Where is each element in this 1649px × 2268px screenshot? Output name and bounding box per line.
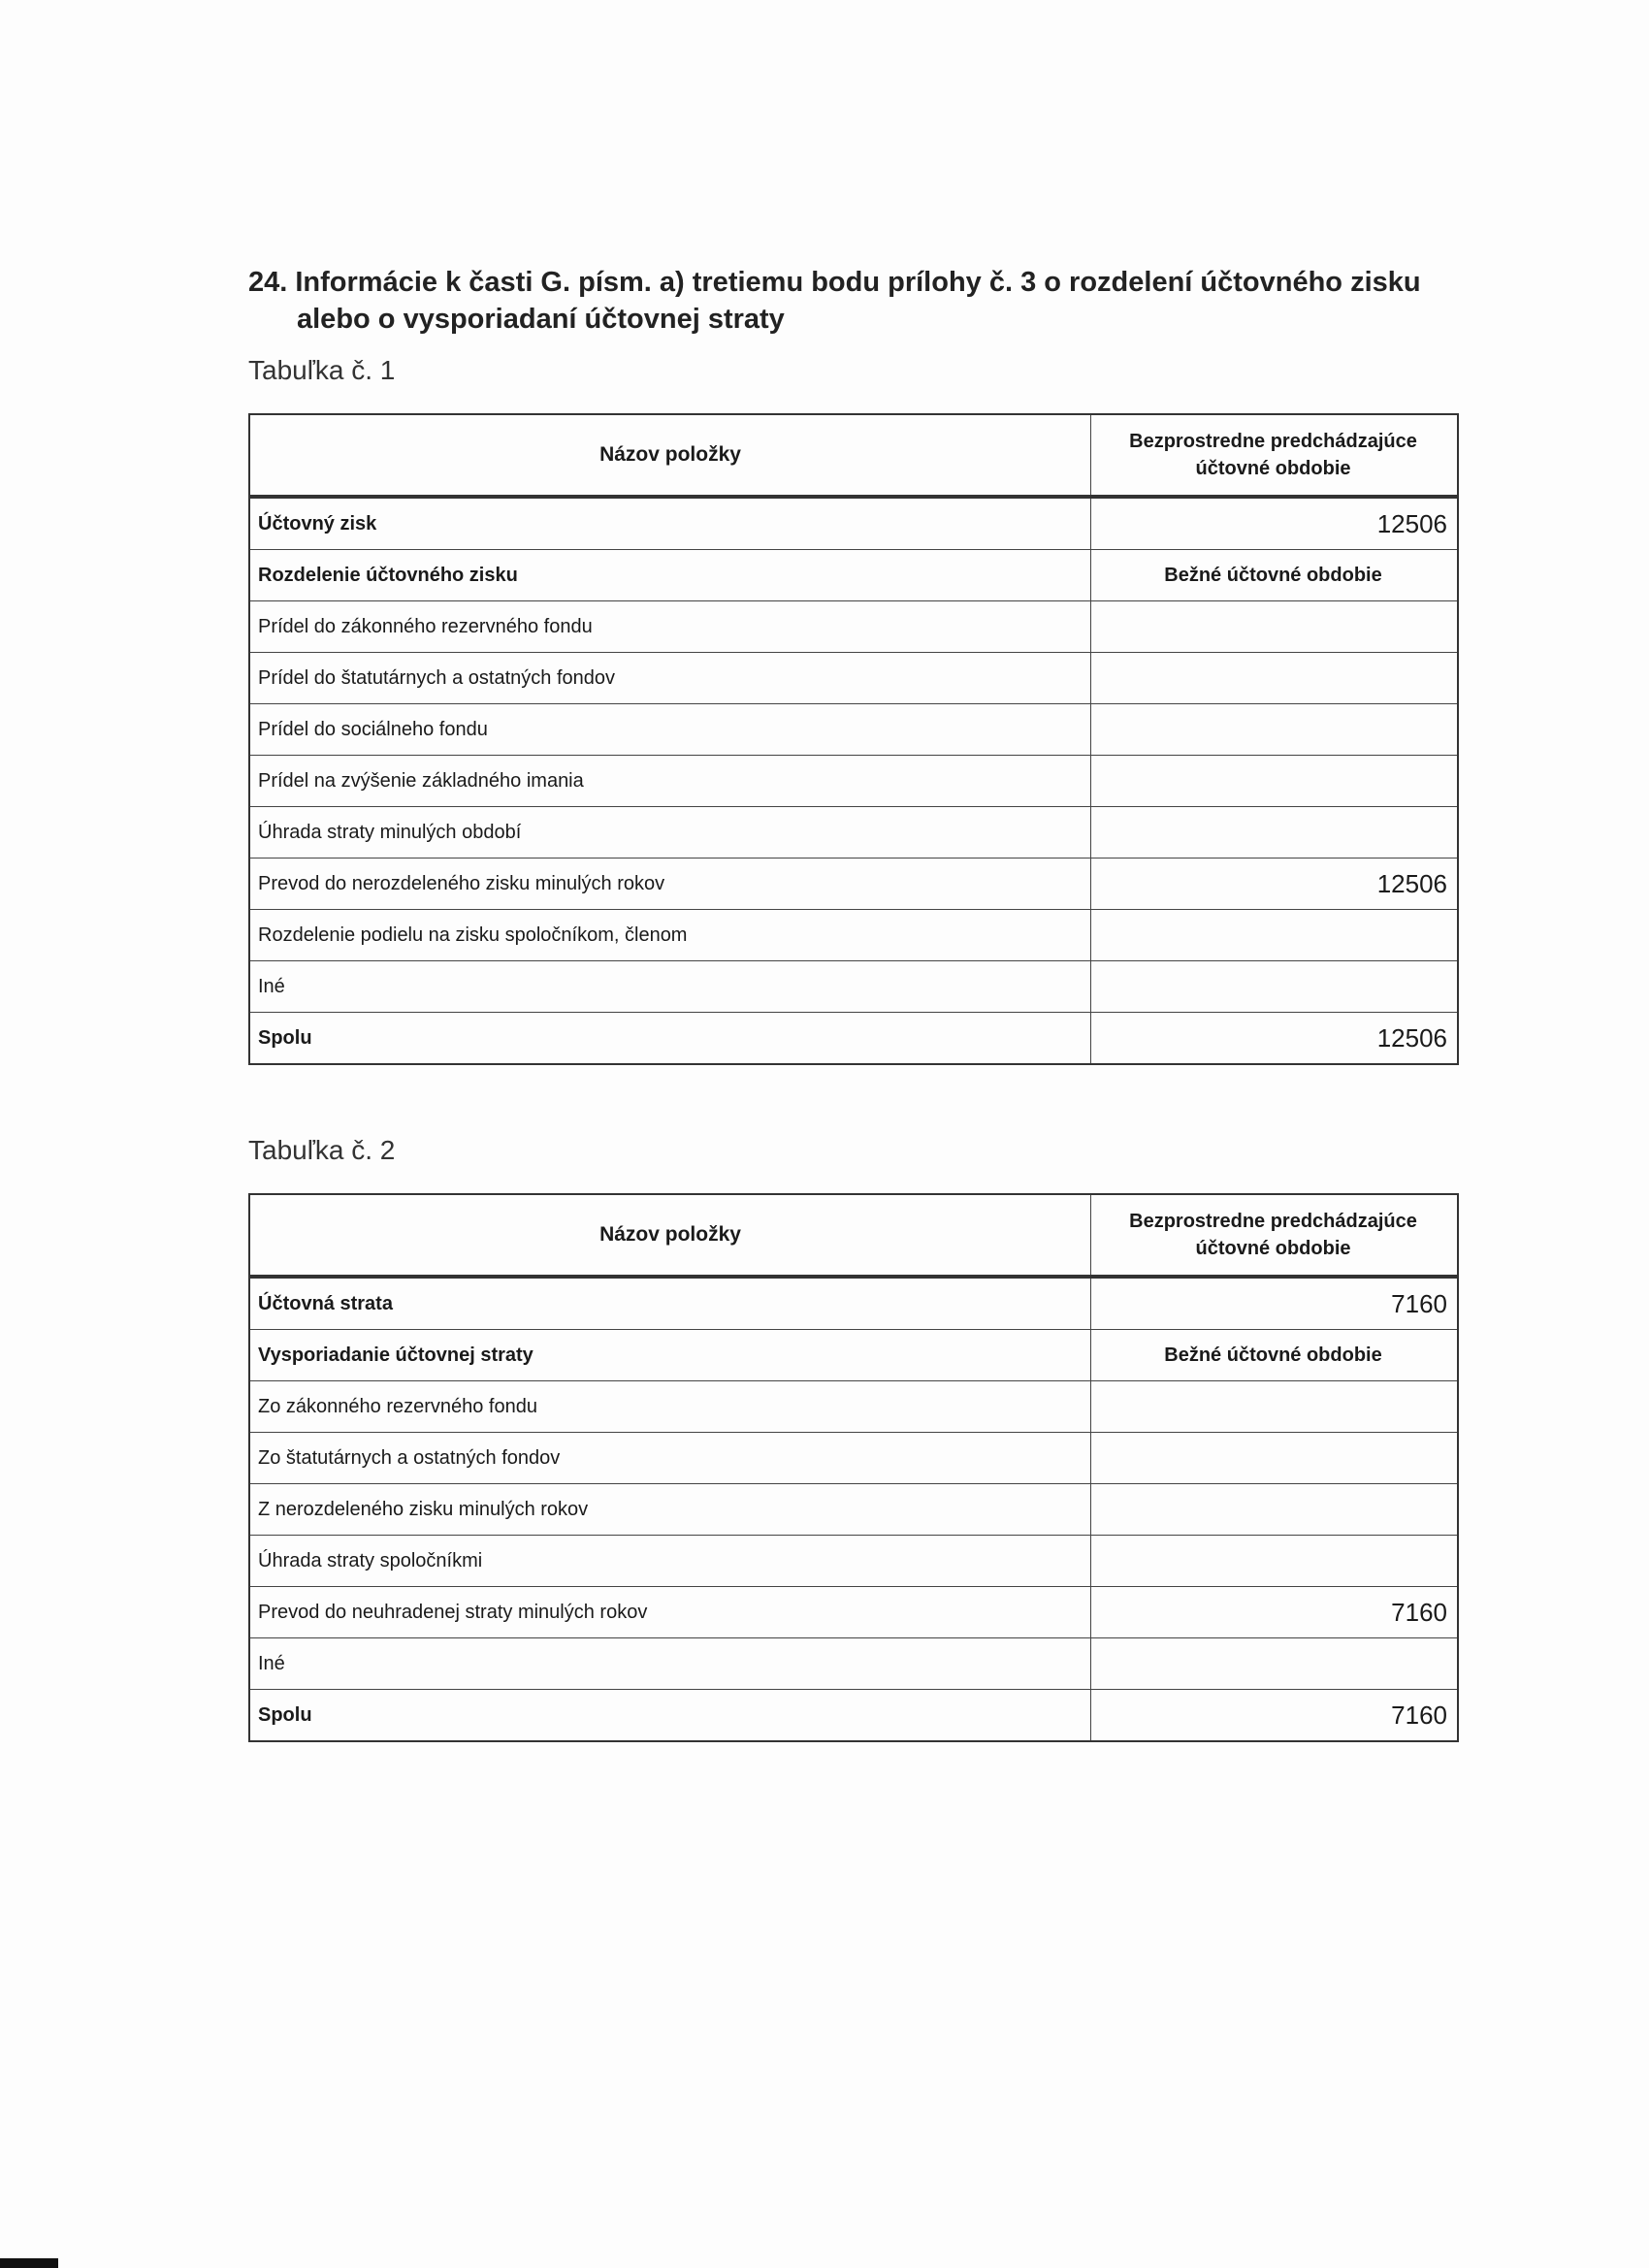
table-header [249, 414, 1458, 497]
total-row [249, 1013, 1458, 1065]
table-row [249, 756, 1458, 807]
row-label: Prídel na zvýšenie základného imania [249, 756, 1091, 807]
row-value [1091, 1433, 1459, 1484]
row-value [1091, 653, 1459, 704]
row-label: Prídel do zákonného rezervného fondu [249, 601, 1091, 653]
row-label: Rozdelenie účtovného zisku [249, 550, 1091, 601]
row-label: Z nerozdeleného zisku minulých rokov [249, 1484, 1091, 1536]
header-previous-period [1091, 414, 1459, 497]
header-item-name: Názov položky [249, 414, 1091, 497]
row-label: Prídel do sociálneho fondu [249, 704, 1091, 756]
header-line2: účtovné obdobie [1195, 1238, 1351, 1259]
table-row [249, 497, 1458, 550]
profit-distribution-table [248, 413, 1459, 1065]
page-content [248, 264, 1459, 1742]
row-value: 12506 [1091, 859, 1459, 910]
table-row [249, 910, 1458, 961]
table-row [249, 1587, 1458, 1638]
table-row [249, 1484, 1458, 1536]
row-label: Prevod do nerozdeleného zisku minulých rokov [249, 859, 1091, 910]
row-value [1091, 756, 1459, 807]
row-value: 12506 [1091, 497, 1459, 550]
row-label: Iné [249, 961, 1091, 1013]
header-line2: účtovné obdobie [1195, 458, 1351, 479]
row-value [1091, 1536, 1459, 1587]
scan-edge-mark [0, 2258, 58, 2268]
header-item-name: Názov položky [249, 1194, 1091, 1277]
table-row [249, 601, 1458, 653]
current-period-label: Bežné účtovné obdobie [1091, 550, 1459, 601]
table-row [249, 1277, 1458, 1330]
row-value: 7160 [1091, 1587, 1459, 1638]
total-value: 7160 [1091, 1690, 1459, 1742]
row-value [1091, 961, 1459, 1013]
row-value [1091, 601, 1459, 653]
total-value: 12506 [1091, 1013, 1459, 1065]
table-row [249, 1433, 1458, 1484]
row-label: Prídel do štatutárnych a ostatných fondov [249, 653, 1091, 704]
section-title-line2: alebo o vysporiadaní účtovnej straty [297, 304, 785, 335]
row-value [1091, 910, 1459, 961]
table-row [249, 1638, 1458, 1690]
total-label: Spolu [249, 1013, 1091, 1065]
row-label: Iné [249, 1638, 1091, 1690]
header-previous-period [1091, 1194, 1459, 1277]
row-value [1091, 1484, 1459, 1536]
table-row [249, 550, 1458, 601]
table-row [249, 1536, 1458, 1587]
header-line1: Bezprostredne predchádzajúce [1129, 1211, 1417, 1232]
loss-settlement-table [248, 1193, 1459, 1742]
row-label: Zo zákonného rezervného fondu [249, 1381, 1091, 1433]
row-label: Vysporiadanie účtovnej straty [249, 1330, 1091, 1381]
total-row [249, 1690, 1458, 1742]
table-header [249, 1194, 1458, 1277]
row-label: Účtovná strata [249, 1277, 1091, 1330]
table-row [249, 859, 1458, 910]
row-value [1091, 704, 1459, 756]
total-label: Spolu [249, 1690, 1091, 1742]
table-row [249, 961, 1458, 1013]
row-label: Zo štatutárnych a ostatných fondov [249, 1433, 1091, 1484]
table1-caption: Tabuľka č. 1 [248, 355, 396, 385]
row-label: Prevod do neuhradenej straty minulých rokov [249, 1587, 1091, 1638]
table-row [249, 704, 1458, 756]
table-row [249, 653, 1458, 704]
header-line1: Bezprostredne predchádzajúce [1129, 431, 1417, 452]
table-row [249, 1330, 1458, 1381]
table-row [249, 807, 1458, 859]
row-label: Účtovný zisk [249, 497, 1091, 550]
row-value [1091, 807, 1459, 859]
row-value [1091, 1381, 1459, 1433]
row-value [1091, 1638, 1459, 1690]
row-label: Úhrada straty spoločníkmi [249, 1536, 1091, 1587]
row-value: 7160 [1091, 1277, 1459, 1330]
table2-caption: Tabuľka č. 2 [248, 1135, 396, 1165]
table-row [249, 1381, 1458, 1433]
section-title-line1: 24. Informácie k časti G. písm. a) tretiemu bodu prílohy č. 3 o rozdelení účtovného zisku [248, 267, 1421, 298]
row-label: Úhrada straty minulých období [249, 807, 1091, 859]
current-period-label: Bežné účtovné obdobie [1091, 1330, 1459, 1381]
section-title [248, 264, 1459, 338]
row-label: Rozdelenie podielu na zisku spoločníkom, členom [249, 910, 1091, 961]
